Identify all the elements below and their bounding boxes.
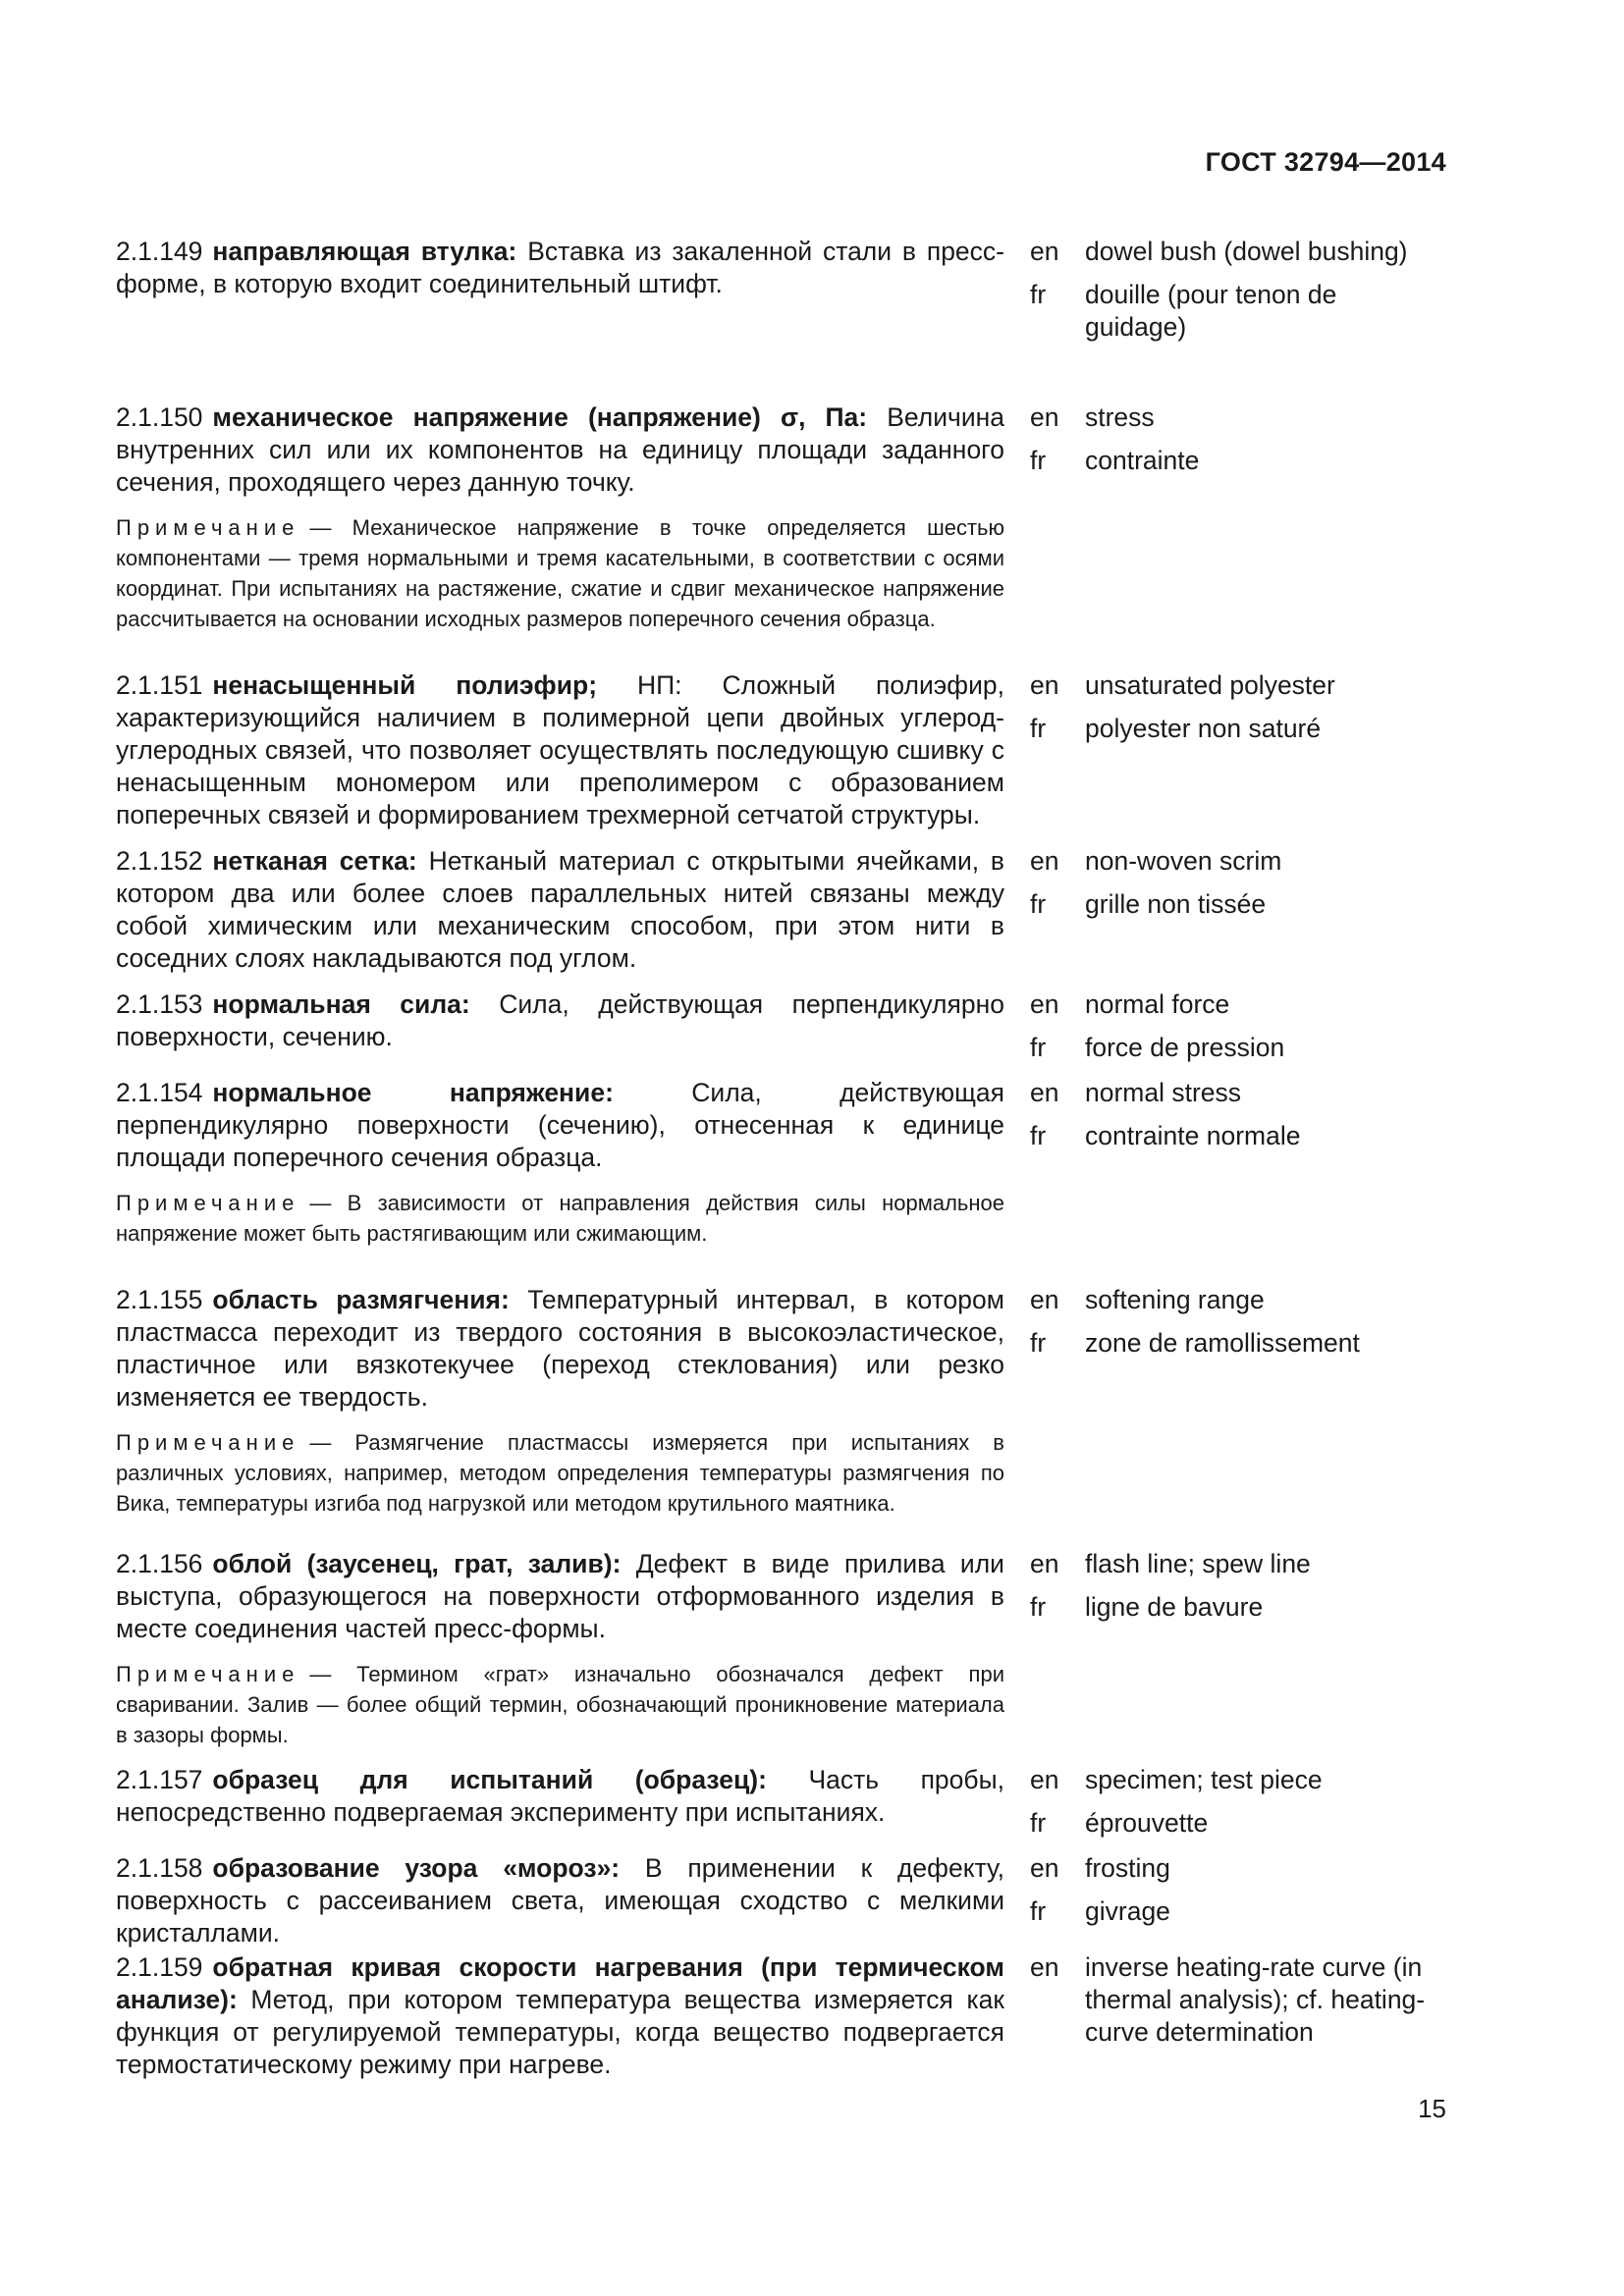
en-equivalent [1030, 1951, 1442, 2049]
en-term: normal force [1085, 989, 1230, 1019]
en-equivalent [1030, 845, 1442, 878]
term-definition [116, 401, 1004, 499]
lang-code: en [1030, 1549, 1059, 1578]
term-entry [116, 1284, 1446, 1414]
lang-code: en [1030, 846, 1059, 876]
term-name: направляющая втулка: [212, 237, 517, 266]
fr-term: contrainte normale [1085, 1121, 1301, 1150]
en-term: specimen; test piece [1085, 1765, 1323, 1794]
en-term: flash line; spew line [1085, 1549, 1311, 1578]
fr-equivalent [1030, 713, 1442, 745]
lang-code: fr [1030, 1328, 1047, 1358]
term-number: 2.1.152 [116, 846, 203, 876]
term-definition [116, 1764, 1004, 1829]
term-number: 2.1.149 [116, 237, 203, 266]
term-name: ненасыщенный полиэфир; [212, 670, 598, 700]
term-number: 2.1.154 [116, 1078, 203, 1107]
term-definition [116, 1077, 1004, 1174]
en-equivalent [1030, 1764, 1442, 1796]
term-definition [116, 1852, 1004, 1949]
en-term: non-woven scrim [1085, 846, 1282, 876]
lang-code: fr [1030, 1896, 1047, 1926]
foreign-equivalents [1030, 1077, 1442, 1163]
term-number: 2.1.153 [116, 989, 203, 1019]
foreign-equivalents [1030, 1548, 1442, 1634]
definition-text: Вставка из закаленной стали в пресс-форме, в которую входит соединительный штифт. [116, 237, 1004, 298]
term-entry [116, 1077, 1446, 1174]
fr-term: éprouvette [1085, 1808, 1209, 1838]
term-number: 2.1.159 [116, 1952, 203, 1982]
en-equivalent [1030, 669, 1442, 702]
en-term: normal stress [1085, 1078, 1242, 1107]
term-name: область размягчения: [212, 1285, 510, 1314]
term-definition [116, 236, 1004, 300]
term-number: 2.1.158 [116, 1853, 203, 1883]
term-number: 2.1.151 [116, 670, 203, 700]
foreign-equivalents [1030, 401, 1442, 488]
term-number: 2.1.156 [116, 1549, 203, 1578]
lang-code: en [1030, 402, 1059, 432]
definition-text: Нетканый материал с открытыми ячейками, в котором два или более слоев параллельных нитей связаны между собой химическим или механическим способом, при этом нити в соседних слоях накладываются под углом. [116, 846, 1004, 973]
en-term: inverse heating-rate curve (in thermal analysis); cf. heating-curve determination [1085, 1952, 1426, 2047]
foreign-equivalents [1030, 236, 1442, 354]
fr-equivalent [1030, 1327, 1442, 1360]
definition-text: Сила, действующая перпендикулярно поверхности, сечению. [116, 989, 1004, 1051]
term-name: механическое напряжение (напряжение) σ, Па: [212, 402, 868, 432]
definition-text: Сила, действующая перпендикулярно поверхности (сечению), отнесенная к единице площади поперечного сечения образца. [116, 1078, 1004, 1172]
lang-code: en [1030, 1952, 1059, 1982]
lang-code: fr [1030, 889, 1047, 919]
en-equivalent [1030, 401, 1442, 434]
term-entry [116, 236, 1446, 354]
lang-code: fr [1030, 1592, 1047, 1622]
note-text: — Механическое напряжение в точке определяется шестью компонентами — тремя нормальными и тремя касательными, в соответствии с осями координат. При испытаниях на растяжение, сжатие и сдвиг механическое напряжение рассчитывается на основании исходных размеров поперечного сечения образца. [116, 515, 1004, 631]
lang-code: en [1030, 989, 1059, 1019]
en-term: frosting [1085, 1853, 1170, 1883]
en-equivalent [1030, 236, 1442, 268]
fr-equivalent [1030, 1032, 1442, 1064]
en-term: stress [1085, 402, 1155, 432]
term-note [116, 1427, 1004, 1519]
lang-code: en [1030, 670, 1059, 700]
fr-term: ligne de bavure [1085, 1592, 1264, 1622]
term-entry [116, 1548, 1446, 1645]
fr-term: givrage [1085, 1896, 1170, 1926]
fr-term: grille non tissée [1085, 889, 1267, 919]
term-name: нормальная сила: [212, 989, 470, 1019]
term-name: обратная кривая скорости нагревания (при термическом анализе): [116, 1952, 1004, 2014]
term-definition [116, 845, 1004, 975]
note-label: Примечание [116, 1430, 300, 1455]
note-text: — Размягчение пластмассы измеряется при испытаниях в различных условиях, например, методом определения температуры размягчения по Вика, температуры изгиба под нагрузкой или методом крутильного маятника. [116, 1430, 1004, 1516]
en-term: softening range [1085, 1285, 1265, 1314]
standard-header: ГОСТ 32794—2014 [1205, 147, 1446, 177]
note-label: Примечание [116, 1191, 300, 1215]
term-entry [116, 1852, 1446, 1949]
lang-code: en [1030, 1285, 1059, 1314]
foreign-equivalents [1030, 988, 1442, 1075]
lang-code: en [1030, 237, 1059, 266]
term-entry [116, 1951, 1446, 2081]
en-equivalent [1030, 1077, 1442, 1109]
fr-term: polyester non saturé [1085, 714, 1322, 743]
foreign-equivalents [1030, 1852, 1442, 1939]
foreign-equivalents [1030, 845, 1442, 932]
lang-code: en [1030, 1765, 1059, 1794]
fr-term: contrainte [1085, 446, 1200, 475]
en-equivalent [1030, 1548, 1442, 1580]
foreign-equivalents [1030, 1951, 1442, 2059]
term-definition [116, 1951, 1004, 2081]
fr-equivalent [1030, 1591, 1442, 1624]
lang-code: fr [1030, 446, 1047, 475]
term-definition [116, 669, 1004, 831]
lang-code: en [1030, 1078, 1059, 1107]
fr-equivalent [1030, 445, 1442, 477]
lang-code: fr [1030, 280, 1047, 309]
terms-list [116, 236, 1446, 2081]
term-entry [116, 988, 1446, 1075]
foreign-equivalents [1030, 1284, 1442, 1370]
term-name: нетканая сетка: [212, 846, 417, 876]
en-term: dowel bush (dowel bushing) [1085, 237, 1408, 266]
lang-code: fr [1030, 1808, 1047, 1838]
term-name: нормальное напряжение: [212, 1078, 614, 1107]
fr-term: zone de ramollissement [1085, 1328, 1360, 1358]
foreign-equivalents [1030, 1764, 1442, 1850]
lang-code: fr [1030, 714, 1047, 743]
note-text: — В зависимости от направления действия силы нормальное напряжение может быть растягивающим или сжимающим. [116, 1191, 1004, 1246]
fr-equivalent [1030, 279, 1442, 344]
term-entry [116, 401, 1446, 499]
term-note [116, 1188, 1004, 1249]
lang-code: fr [1030, 1121, 1047, 1150]
term-number: 2.1.155 [116, 1285, 203, 1314]
term-definition [116, 1284, 1004, 1414]
term-name: облой (заусенец, грат, залив): [212, 1549, 622, 1578]
fr-term: force de pression [1085, 1033, 1285, 1062]
definition-text: В применении к дефекту, поверхность с рассеиванием света, имеющая сходство с мелкими кристаллами. [116, 1853, 1004, 1948]
en-term: unsaturated polyester [1085, 670, 1335, 700]
lang-code: en [1030, 1853, 1059, 1883]
definition-text: Величина внутренних сил или их компонентов на единицу площади заданного сечения, проходящего через данную точку. [116, 402, 1004, 497]
fr-equivalent [1030, 888, 1442, 921]
fr-equivalent [1030, 1807, 1442, 1840]
foreign-equivalents [1030, 669, 1442, 756]
definition-text: Часть пробы, непосредственно подвергаемая эксперименту при испытаниях. [116, 1765, 1004, 1827]
definition-text: Метод, при котором температура вещества измеряется как функция от регулируемой температуры, когда вещество подвергается термостатическому режиму при нагреве. [116, 1985, 1004, 2079]
term-entry [116, 669, 1446, 831]
term-entry [116, 1764, 1446, 1850]
lang-code: fr [1030, 1033, 1047, 1062]
page-number: 15 [1418, 2094, 1446, 2123]
en-equivalent [1030, 988, 1442, 1021]
note-text: — Термином «грат» изначально обозначался дефект при сваривании. Залив — более общий термин, обозначающий проникновение материала в зазоры формы. [116, 1662, 1004, 1747]
en-equivalent [1030, 1284, 1442, 1316]
term-note [116, 1659, 1004, 1750]
definition-text: Температурный интервал, в котором пластмасса переходит из твердого состояния в высокоэластическое, пластичное или вязкотекучее (переход стеклования) или резко изменяется ее твердость. [116, 1285, 1004, 1412]
term-number: 2.1.157 [116, 1765, 203, 1794]
definition-text: Дефект в виде прилива или выступа, образующегося на поверхности отформованного изделия в месте соединения частей пресс-формы. [116, 1549, 1004, 1643]
term-name: образование узора «мороз»: [212, 1853, 621, 1883]
term-name: образец для испытаний (образец): [212, 1765, 767, 1794]
fr-term: douille (pour tenon de guidage) [1085, 280, 1337, 342]
term-definition [116, 988, 1004, 1053]
term-definition [116, 1548, 1004, 1645]
term-number: 2.1.150 [116, 402, 203, 432]
en-equivalent [1030, 1852, 1442, 1885]
term-entry [116, 845, 1446, 975]
fr-equivalent [1030, 1896, 1442, 1928]
fr-equivalent [1030, 1120, 1442, 1152]
note-label: Примечание [116, 515, 300, 540]
definition-text: НП: Сложный полиэфир, характеризующийся наличием в полимерной цепи двойных углерод-углеродных связей, что позволяет осуществлять последующую сшивку с ненасыщенным мономером или преполимером с образованием поперечных связей и формированием трехмерной сетчатой структуры. [116, 670, 1004, 829]
term-note [116, 512, 1004, 634]
note-label: Примечание [116, 1662, 300, 1686]
